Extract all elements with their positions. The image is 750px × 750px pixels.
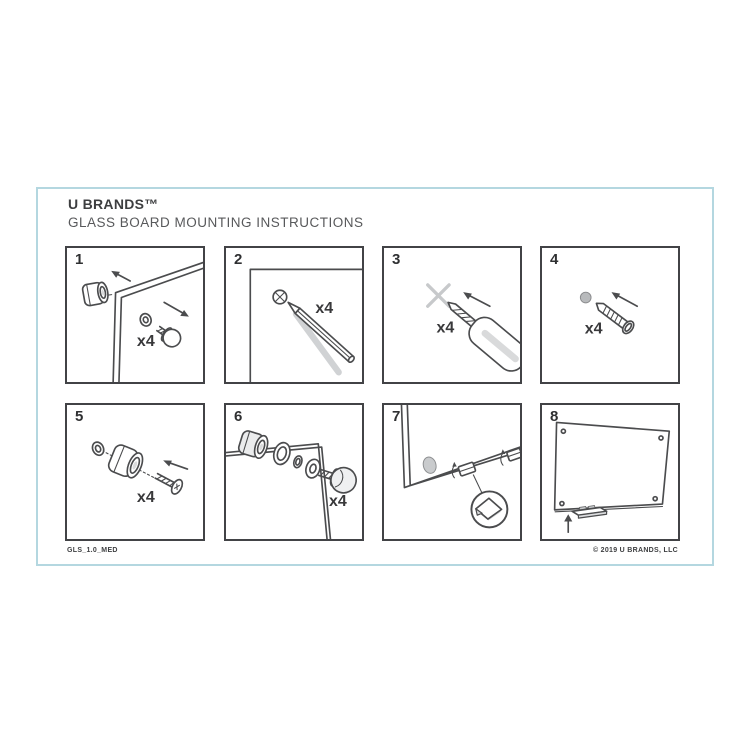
brand-name: U BRANDS™ — [68, 196, 159, 212]
step-7-illustration — [384, 405, 520, 539]
mount-hole-icon — [421, 456, 437, 475]
step-8-illustration — [542, 405, 678, 539]
quantity-label: x4 — [136, 332, 155, 351]
glass-board-icon — [555, 422, 670, 511]
step-number: 1 — [75, 251, 84, 268]
spacer-ring-icon — [292, 455, 303, 469]
step-number: 4 — [550, 251, 559, 268]
anchor-cap-icon — [90, 440, 105, 457]
cap-screw-icon — [153, 321, 184, 350]
x-mark-icon — [428, 285, 449, 306]
quantity-label: x4 — [136, 488, 155, 507]
quantity-label: x4 — [315, 299, 334, 318]
step-number: 8 — [550, 408, 559, 425]
step-3-illustration — [384, 248, 520, 382]
arrow-down-right-icon — [164, 302, 189, 316]
glass-corner-edges — [113, 263, 203, 382]
step-number: 7 — [392, 408, 401, 425]
wall-standoff-icon — [82, 281, 110, 306]
sheet-code: GLS_1.0_MED — [67, 547, 118, 554]
copyright-notice: © 2019 U BRANDS, LLC — [592, 547, 678, 554]
arrow-up-left-icon — [163, 460, 187, 469]
quantity-label: x4 — [584, 319, 603, 338]
step-panel-5 — [65, 403, 205, 541]
grommet-ring-icon — [271, 441, 292, 467]
sheet-header — [68, 196, 364, 230]
step-number: 3 — [392, 251, 401, 268]
drilled-hole-icon — [580, 292, 591, 303]
step-number: 6 — [234, 408, 243, 425]
arrow-up-icon — [564, 514, 572, 532]
quantity-label: x4 — [436, 318, 455, 337]
quantity-label: x4 — [328, 491, 347, 510]
step-panel-1 — [65, 246, 205, 384]
step-number: 2 — [234, 251, 243, 268]
step-2-illustration — [226, 248, 362, 382]
adhesive-clip-icon — [458, 462, 476, 476]
washer-icon — [139, 312, 153, 328]
step-5-illustration — [67, 405, 203, 539]
arrow-up-left-icon — [611, 292, 637, 306]
step-panel-8 — [540, 403, 680, 541]
adhesive-clip-icon — [507, 448, 520, 461]
step-4-illustration — [542, 248, 678, 382]
adhesive-pad-detail-icon — [471, 491, 507, 527]
step-panel-4 — [540, 246, 680, 384]
arrow-up-left-icon — [111, 271, 130, 281]
arrow-up-left-icon — [463, 292, 490, 306]
standoff-barrel-icon — [107, 443, 146, 481]
step-panel-7 — [382, 403, 522, 541]
step-panel-2 — [224, 246, 364, 384]
step-panel-3 — [382, 246, 522, 384]
step-6-illustration — [226, 405, 362, 539]
hole-mark-icon — [273, 290, 287, 304]
instruction-sheet — [36, 187, 714, 566]
mounting-screw-icon — [153, 469, 185, 496]
sheet-title: GLASS BOARD MOUNTING INSTRUCTIONS — [68, 215, 364, 230]
step-number: 5 — [75, 408, 84, 425]
step-1-illustration — [67, 248, 203, 382]
step-panel-6 — [224, 403, 364, 541]
